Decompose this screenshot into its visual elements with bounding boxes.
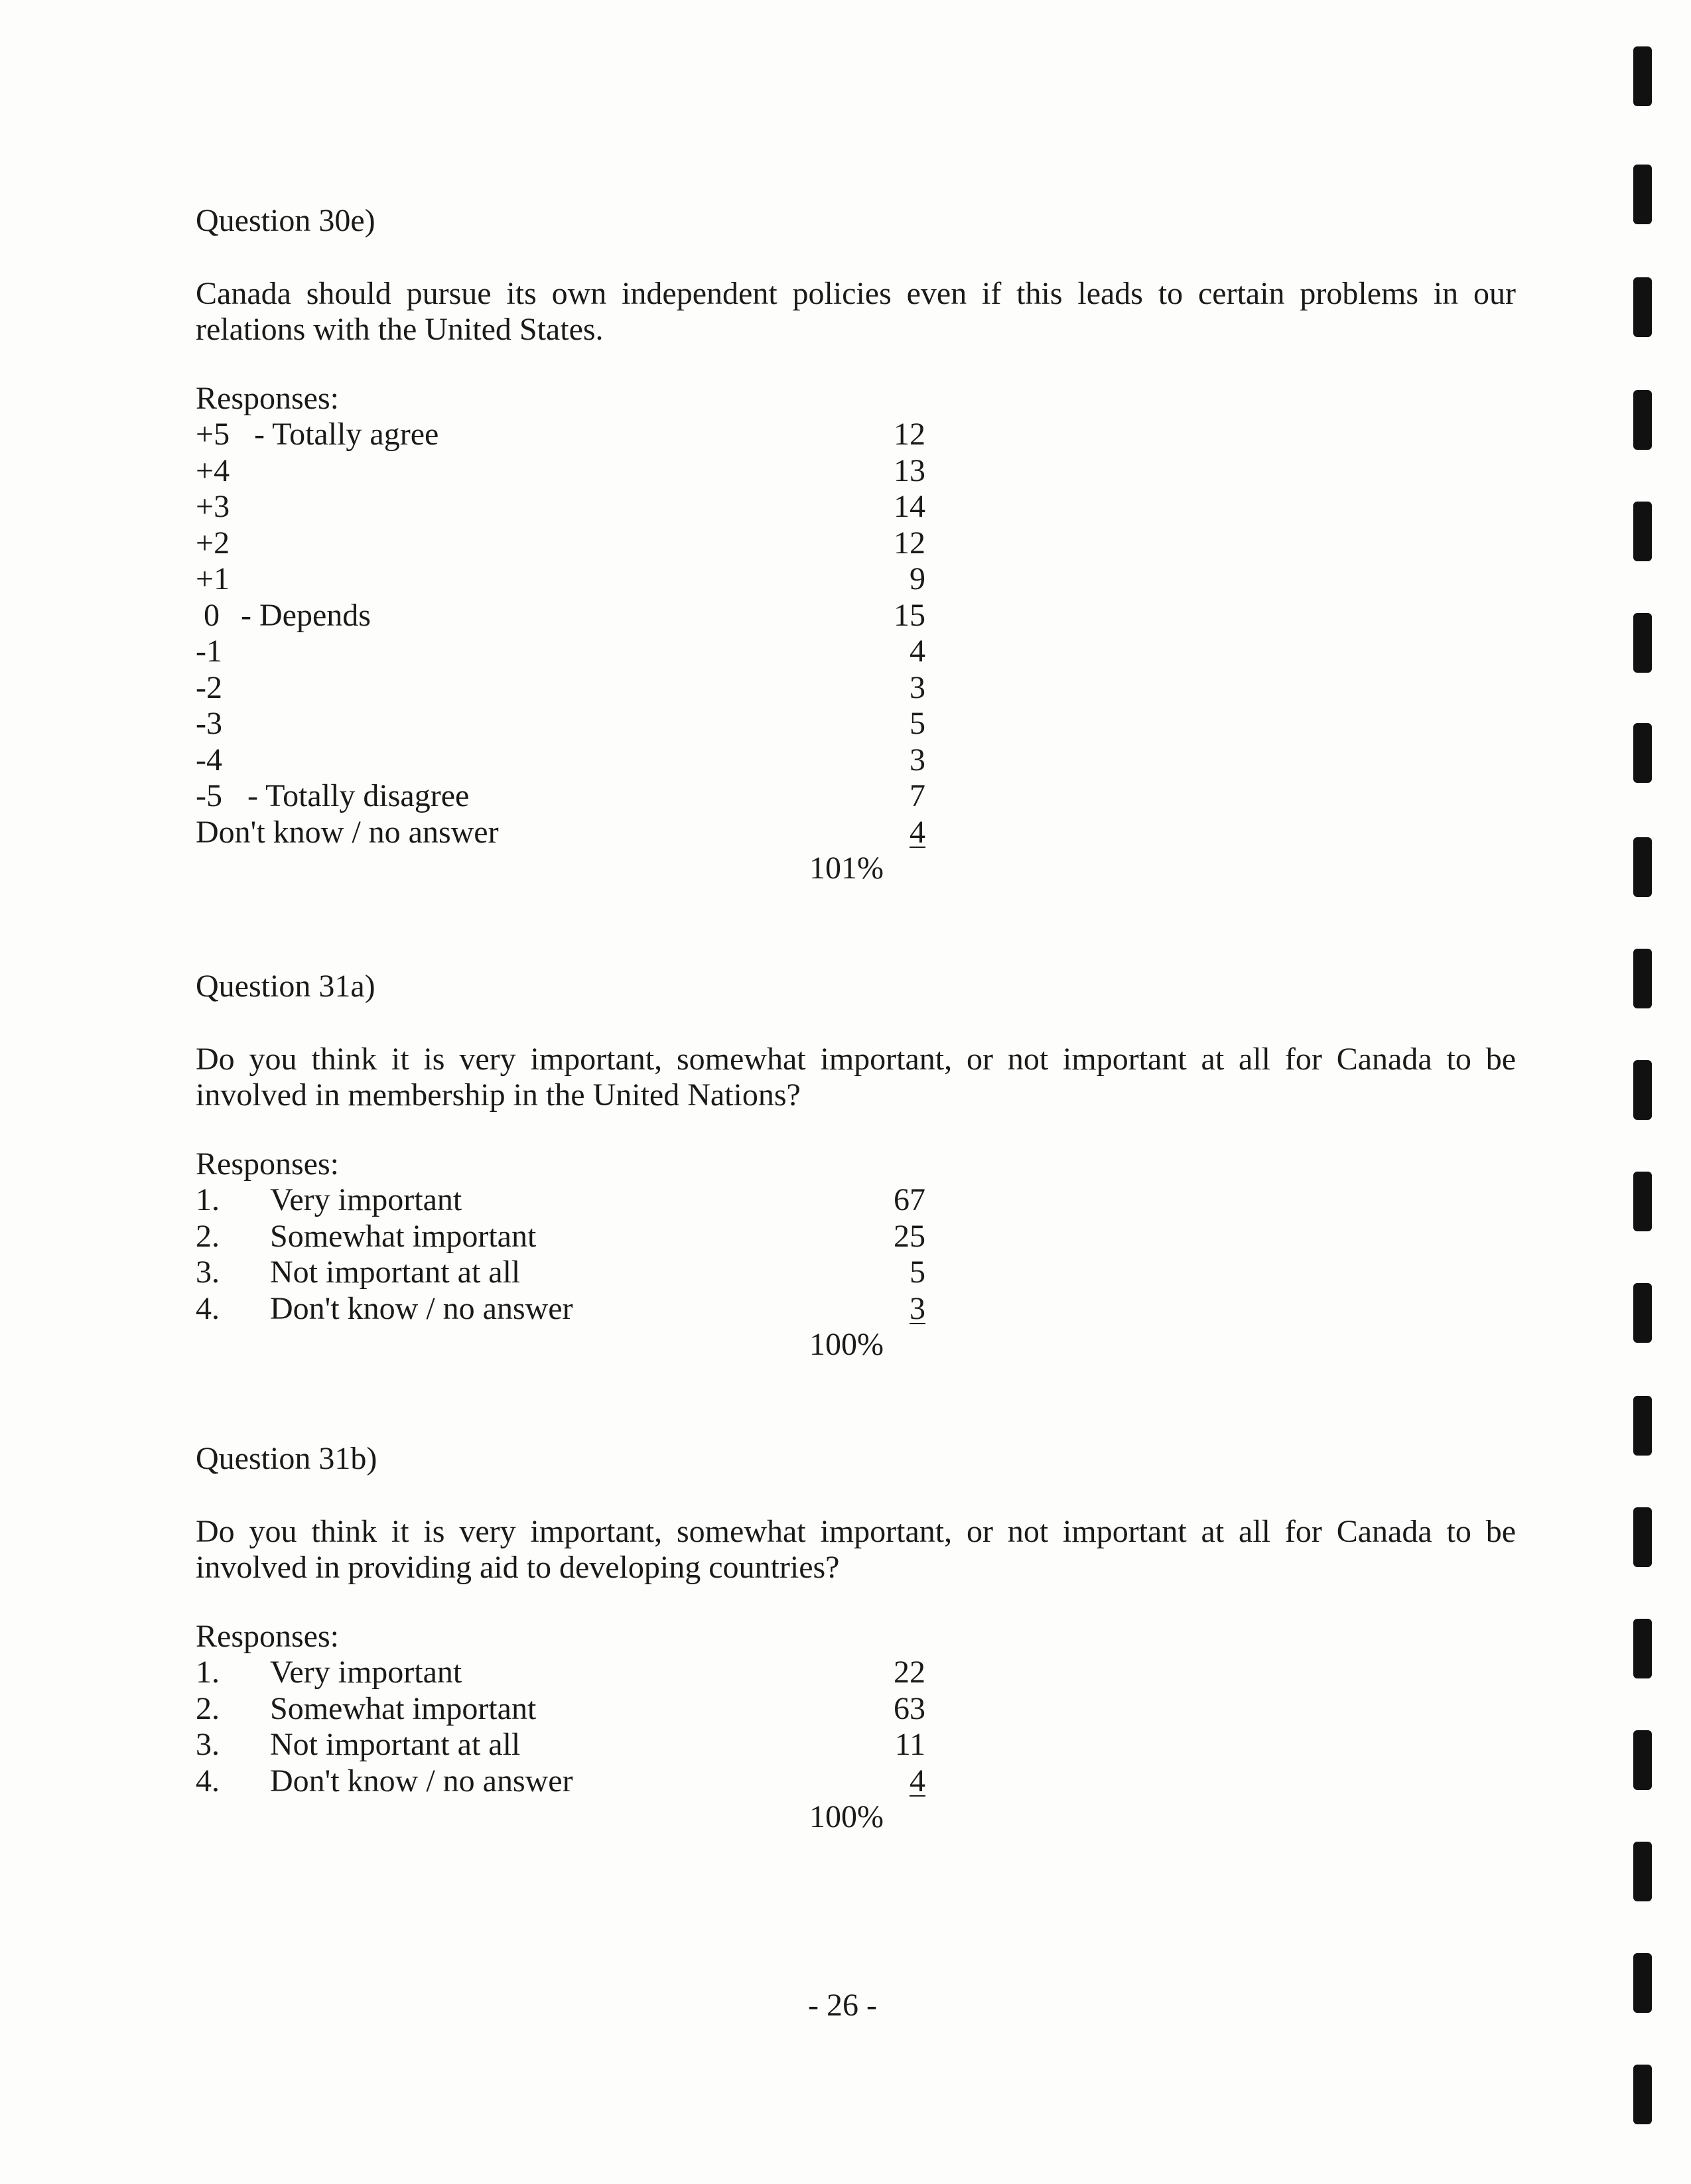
- response-value: 15: [894, 597, 925, 633]
- response-row: [196, 778, 1522, 815]
- total-row: [196, 851, 1522, 886]
- response-code: -2: [196, 669, 222, 705]
- response-row: [196, 489, 1522, 525]
- binding-hole: [1633, 502, 1652, 561]
- response-value: 7: [910, 778, 925, 813]
- binding-hole: [1633, 949, 1652, 1008]
- binding-hole: [1633, 1953, 1652, 2013]
- binding-hole: [1633, 1842, 1652, 1901]
- response-value: 67: [894, 1182, 925, 1217]
- response-row: [196, 1763, 1522, 1800]
- response-row: [196, 453, 1522, 490]
- response-value: 14: [894, 489, 925, 524]
- response-value: 3: [910, 669, 925, 705]
- response-value: 11: [894, 1727, 925, 1762]
- question-text: Do you think it is very important, somewhat important, or not important at all for Canada to be involved in membership in the United Nations?: [196, 1042, 1516, 1113]
- response-label: Don't know / no answer: [270, 1763, 573, 1799]
- response-row: [196, 1691, 1522, 1728]
- binding-hole: [1633, 1396, 1652, 1456]
- question-title: Question 30e): [196, 203, 375, 238]
- response-row: [196, 598, 1522, 634]
- response-value: 4: [910, 1763, 925, 1799]
- response-value: 12: [894, 525, 925, 561]
- total-value: 100%: [809, 1799, 884, 1834]
- response-label: - Totally agree: [254, 417, 439, 452]
- response-value: 4: [910, 814, 925, 850]
- question-30e-section: [196, 203, 1522, 886]
- question-title: Question 31a): [196, 969, 375, 1004]
- response-code: 1.: [196, 1655, 220, 1690]
- response-code: -4: [196, 742, 222, 778]
- question-title: Question 31b): [196, 1441, 377, 1476]
- response-code: -5: [196, 778, 222, 813]
- response-label: - Depends: [241, 597, 371, 633]
- response-row: [196, 525, 1522, 562]
- response-label: Somewhat important: [270, 1690, 537, 1726]
- response-code: 2.: [196, 1690, 220, 1726]
- response-label: Don't know / no answer: [270, 1290, 573, 1326]
- response-row: [196, 1727, 1522, 1763]
- response-code: 3.: [196, 1255, 220, 1290]
- response-row: [196, 417, 1522, 453]
- binding-hole: [1633, 1283, 1652, 1343]
- response-value: 63: [894, 1690, 925, 1726]
- response-list: [196, 1182, 1522, 1327]
- binding-hole: [1633, 1730, 1652, 1790]
- response-value: 12: [894, 417, 925, 452]
- total-value: 100%: [809, 1327, 884, 1362]
- response-row: [196, 561, 1522, 598]
- binding-hole: [1633, 1060, 1652, 1120]
- binding-hole: [1633, 165, 1652, 224]
- response-row: [196, 634, 1522, 670]
- binding-hole: [1633, 390, 1652, 450]
- response-row: [196, 1182, 1522, 1219]
- response-code: Don't know / no answer: [196, 814, 499, 850]
- response-code: +1: [196, 561, 230, 596]
- response-code: 4.: [196, 1763, 220, 1799]
- response-row: [196, 742, 1522, 779]
- question-text: Do you think it is very important, somewhat important, or not important at all for Canada to be involved in providing aid to developing countries?: [196, 1514, 1516, 1585]
- total-row: [196, 1327, 1522, 1363]
- binding-hole: [1633, 2065, 1652, 2124]
- response-code: 4.: [196, 1290, 220, 1326]
- response-code: 1.: [196, 1182, 220, 1217]
- response-row: [196, 815, 1522, 851]
- binding-hole: [1633, 723, 1652, 783]
- response-value: 13: [894, 452, 925, 488]
- response-list: [196, 1655, 1522, 1799]
- response-code: -1: [196, 634, 222, 669]
- response-label: - Totally disagree: [239, 778, 470, 813]
- response-value: 25: [894, 1218, 925, 1254]
- response-value: 5: [910, 1255, 925, 1290]
- response-code: 0: [196, 597, 220, 633]
- binding-hole: [1633, 613, 1652, 673]
- page-number: - 26 -: [808, 1988, 877, 2023]
- response-value: 5: [910, 706, 925, 741]
- question-31b-section: [196, 1441, 1522, 1835]
- response-row: [196, 1291, 1522, 1328]
- response-value: 3: [910, 1290, 925, 1326]
- binding-hole: [1633, 837, 1652, 897]
- question-text: Canada should pursue its own independent policies even if this leads to certain problems in our relations with the United States.: [196, 276, 1516, 347]
- total-row: [196, 1799, 1522, 1835]
- responses-label: Responses:: [196, 381, 339, 416]
- binding-hole: [1633, 46, 1652, 106]
- response-row: [196, 1219, 1522, 1255]
- responses-label: Responses:: [196, 1619, 339, 1654]
- response-code: -3: [196, 706, 222, 741]
- response-list: [196, 417, 1522, 851]
- response-label: Not important at all: [270, 1255, 521, 1290]
- response-label: Somewhat important: [270, 1218, 537, 1254]
- response-row: [196, 1655, 1522, 1691]
- response-code: +4: [196, 452, 230, 488]
- total-value: 101%: [809, 851, 884, 886]
- response-row: [196, 1255, 1522, 1291]
- response-label: Not important at all: [270, 1727, 521, 1762]
- response-value: 22: [894, 1655, 925, 1690]
- response-row: [196, 706, 1522, 742]
- question-31a-section: [196, 969, 1522, 1363]
- response-label: Very important: [270, 1182, 462, 1217]
- responses-label: Responses:: [196, 1146, 339, 1182]
- response-value: 4: [910, 634, 925, 669]
- binding-hole: [1633, 277, 1652, 337]
- response-value: 9: [910, 561, 925, 596]
- binding-hole: [1633, 1619, 1652, 1678]
- response-value: 3: [910, 742, 925, 778]
- response-code: +5: [196, 417, 230, 452]
- response-code: +3: [196, 489, 230, 524]
- response-label: Very important: [270, 1655, 462, 1690]
- binding-holes: [1633, 0, 1660, 2184]
- response-code: 3.: [196, 1727, 220, 1762]
- response-code: +2: [196, 525, 230, 561]
- binding-hole: [1633, 1507, 1652, 1567]
- response-code: 2.: [196, 1218, 220, 1254]
- binding-hole: [1633, 1172, 1652, 1231]
- response-row: [196, 670, 1522, 707]
